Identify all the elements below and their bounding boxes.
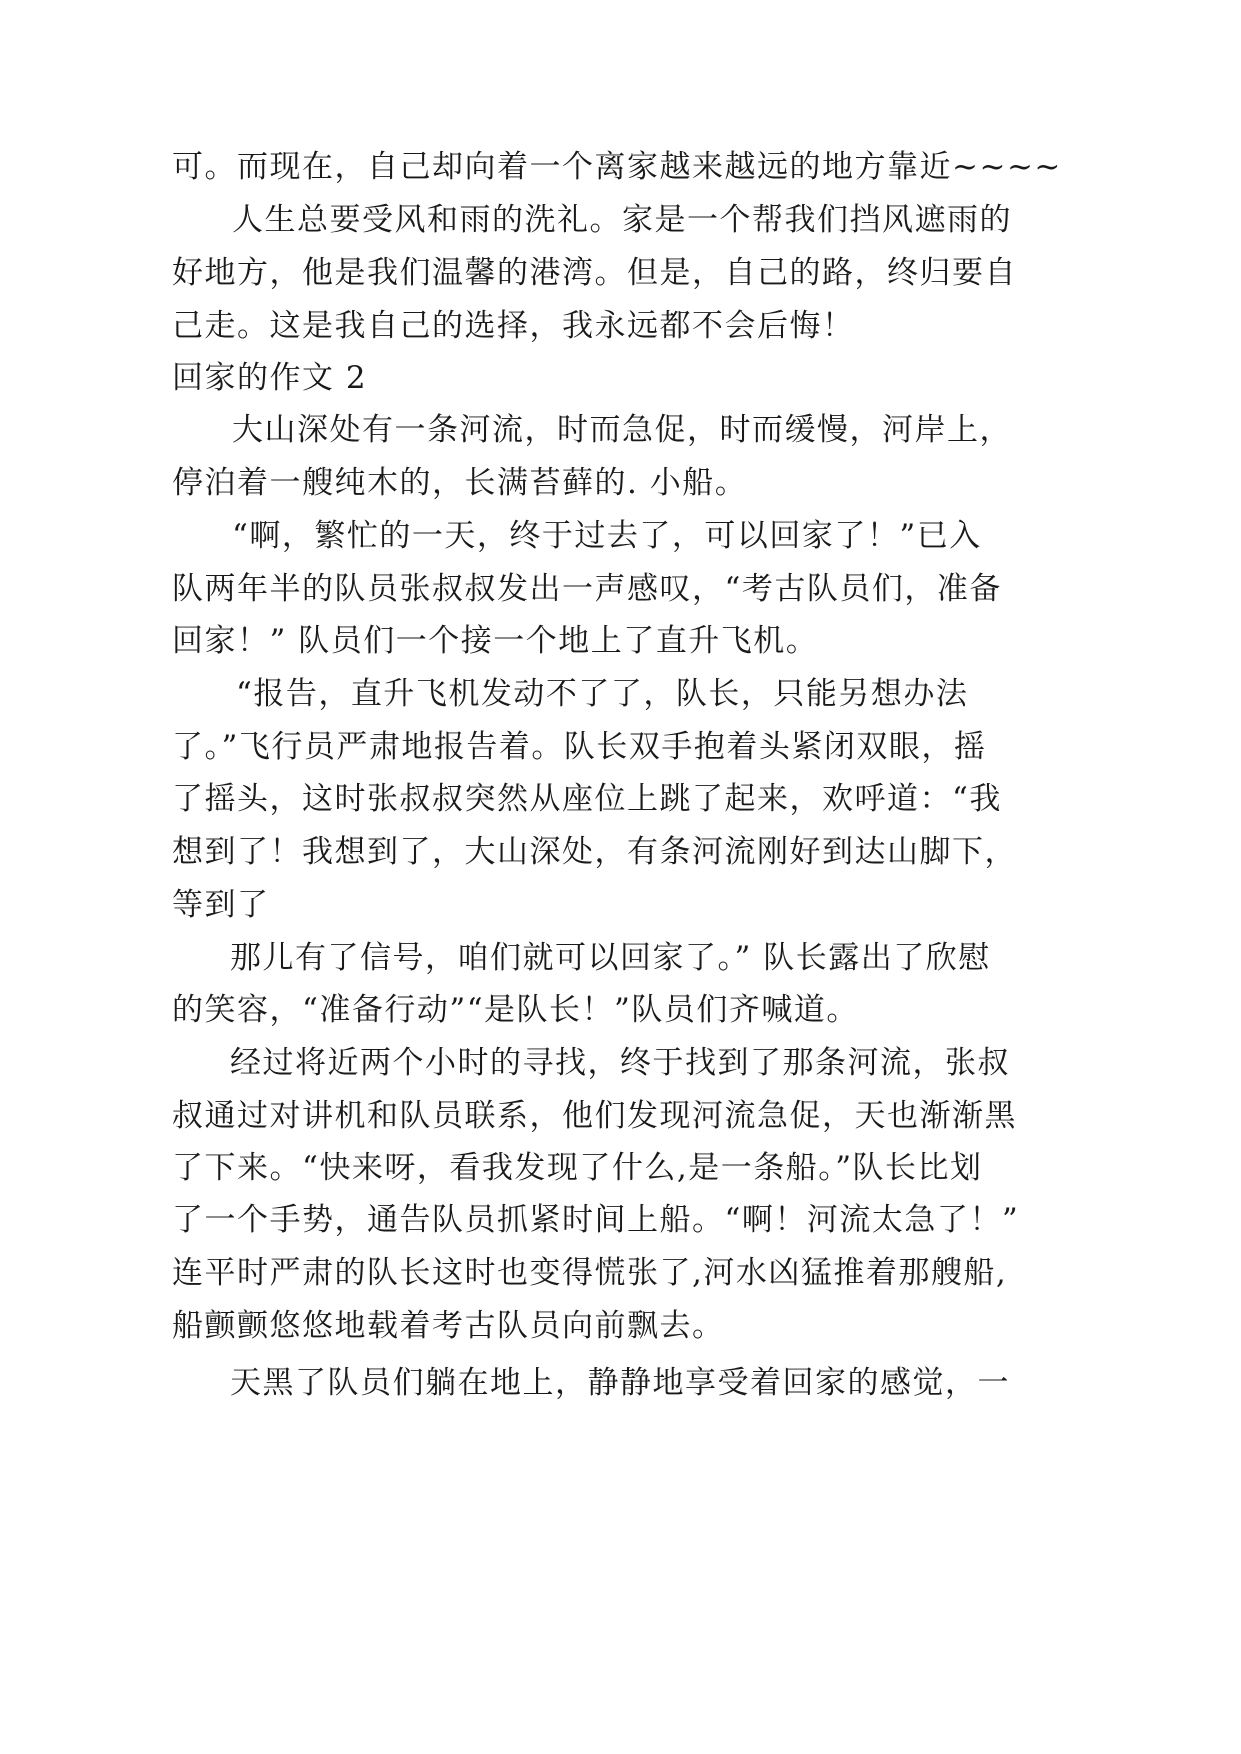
- text-line: 连平时严肃的队长这时也变得慌张了,河水凶猛推着那艘船,: [172, 1255, 1008, 1291]
- text-line: 人生总要受风和雨的洗礼。家是一个帮我们挡风遮雨的: [232, 202, 1012, 238]
- text-line: 大山深处有一条河流，时而急促，时而缓慢，河岸上，: [232, 412, 1012, 448]
- text-line: 己走。这是我自己的选择，我永远都不会后悔！: [172, 308, 855, 344]
- text-line: 叔通过对讲机和队员联系，他们发现河流急促，天也渐渐黑: [172, 1098, 1017, 1134]
- text-line: 经过将近两个小时的寻找，终于找到了那条河流，张叔: [230, 1045, 1010, 1081]
- text-line: 想到了！我想到了，大山深处，有条河流刚好到达山脚下，: [172, 834, 1017, 870]
- text-line: 了。”飞行员严肃地报告着。队长双手抱着头紧闭双眼，摇: [172, 729, 987, 765]
- text-line: 船颤颤悠悠地载着考古队员向前飘去。: [172, 1308, 725, 1344]
- section-heading: 回家的作文 2: [172, 360, 368, 396]
- text-line: 等到了: [172, 887, 270, 923]
- text-line: 的笑容，“准备行动”“是队长！”队员们齐喊道。: [172, 992, 859, 1028]
- text-line: “报告，直升飞机发动不了了，队长，只能另想办法: [236, 676, 969, 712]
- text-line: “啊，繁忙的一天，终于过去了，可以回家了！”已入: [232, 518, 982, 554]
- text-line: 好地方，他是我们温馨的港湾。但是，自己的路，终归要自: [172, 255, 1017, 291]
- text-line: 了下来。“快来呀，看我发现了什么,是一条船。”队长比划: [172, 1150, 983, 1186]
- text-line: 那儿有了信号，咱们就可以回家了。” 队长露出了欣慰: [230, 940, 991, 976]
- text-line: 了一个手势，通告队员抓紧时间上船。“啊！河流太急了！”: [172, 1202, 1020, 1238]
- text-line: 可。而现在，自己却向着一个离家越来越远的地方靠近~~~~: [172, 149, 1062, 185]
- text-line: 了摇头，这时张叔叔突然从座位上跳了起来，欢呼道：“我: [172, 781, 1002, 817]
- text-line: 回家！” 队员们一个接一个地上了直升飞机。: [172, 623, 819, 659]
- text-line: 停泊着一艘纯木的，长满苔藓的. 小船。: [172, 465, 748, 501]
- text-line: 队两年半的队员张叔叔发出一声感叹，“考古队员们，准备: [172, 571, 1002, 607]
- text-line: 天黑了队员们躺在地上，静静地享受着回家的感觉，一: [230, 1365, 1010, 1401]
